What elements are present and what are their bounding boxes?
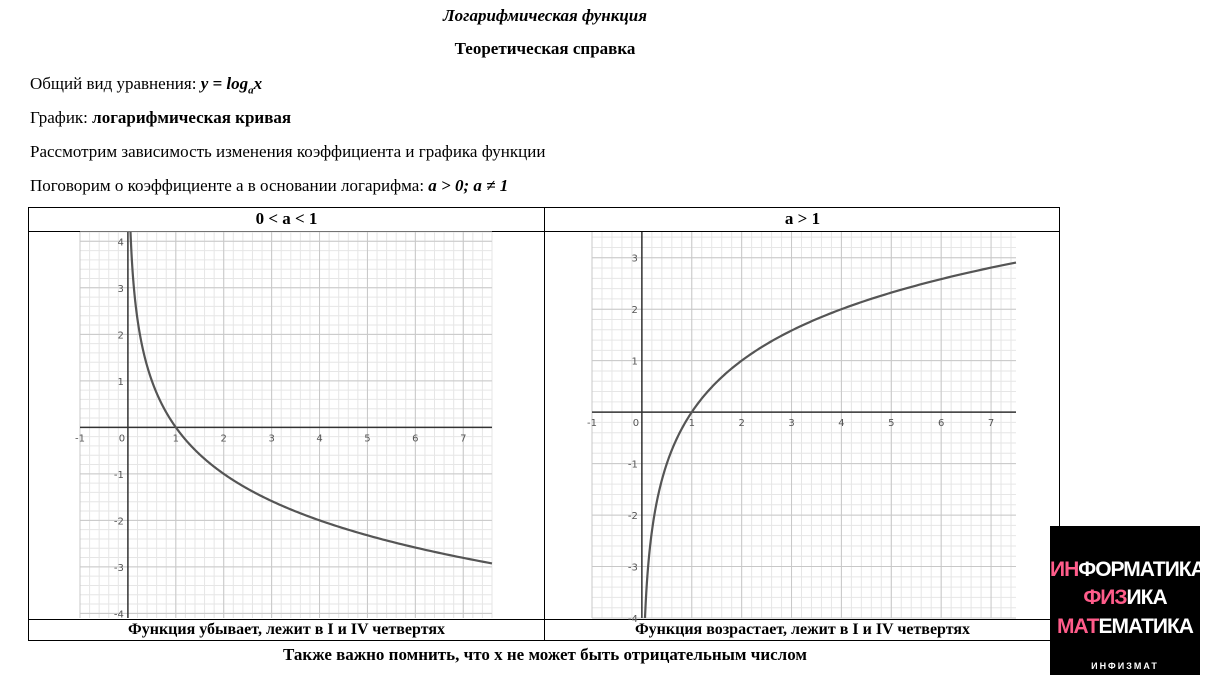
formula-suffix: x <box>253 74 263 93</box>
consider-line: Рассмотрим зависимость изменения коэффициента и графика функции <box>30 142 546 161</box>
x-tick-label: -1 <box>75 433 85 445</box>
formula-prefix: y = log <box>200 74 249 93</box>
x-tick-label: 3 <box>788 418 795 430</box>
y-tick-label: -3 <box>627 562 638 574</box>
coefficient-label: Поговорим о коэффициенте a в основании логарифма: <box>30 176 429 195</box>
logo-brand: ИНФИЗМАТ <box>1091 661 1159 671</box>
y-tick-label: 2 <box>117 330 124 342</box>
equation-label: Общий вид уравнения: <box>30 74 201 93</box>
y-tick-label: 3 <box>631 253 638 265</box>
log-curve <box>645 263 1016 618</box>
x-tick-label: 4 <box>316 433 323 445</box>
logo-word-matematika: МАТЕМАТИКА <box>1057 615 1193 638</box>
y-tick-label: -2 <box>113 516 124 528</box>
log-curve <box>131 232 492 563</box>
x-tick-label: 3 <box>268 433 275 445</box>
x-tick-label: 5 <box>364 433 371 445</box>
y-tick-label: -4 <box>627 614 638 625</box>
y-tick-label: -2 <box>627 511 638 523</box>
x-tick-label: 6 <box>937 418 945 430</box>
x-tick-label: -1 <box>587 418 597 430</box>
x-tick-label: 1 <box>688 418 695 430</box>
x-tick-label: 7 <box>987 418 995 430</box>
page-subtitle: Теоретическая справка <box>454 39 636 58</box>
x-tick-label: 7 <box>460 433 467 445</box>
x-tick-label: 6 <box>412 433 419 445</box>
logo-word-fizika: ФИЗИКА <box>1083 586 1167 609</box>
y-tick-label: 3 <box>117 283 124 295</box>
right-column-footer: Функция возрастает, лежит в I и IV четвертях <box>634 621 971 638</box>
y-tick-label: -3 <box>113 562 124 574</box>
graph-line <box>30 108 291 128</box>
y-tick-label: 4 <box>117 237 124 249</box>
infizmat-logo <box>1050 526 1205 675</box>
graph-value: логарифмическая кривая <box>92 108 292 127</box>
y-tick-label: 1 <box>631 356 638 368</box>
x-tick-label: 5 <box>888 418 895 430</box>
increasing-log-graph <box>587 232 1016 625</box>
x-tick-label: 0 <box>118 433 126 445</box>
formula-base: a <box>248 84 254 97</box>
left-column-header: 0 < a < 1 <box>255 209 318 228</box>
x-tick-label: 0 <box>632 418 640 430</box>
graph-label: График: <box>30 108 93 127</box>
x-tick-label: 2 <box>738 418 745 430</box>
page-title: Логарифмическая функция <box>443 6 647 25</box>
important-note: Также важно помнить, что x не может быть отрицательным числом <box>283 645 807 664</box>
x-tick-label: 4 <box>838 418 845 430</box>
right-column-header: a > 1 <box>784 209 821 228</box>
decreasing-log-graph <box>75 232 492 621</box>
x-tick-label: 2 <box>220 433 227 445</box>
coefficient-formula: a > 0; a ≠ 1 <box>428 176 509 195</box>
x-tick-label: 1 <box>172 433 180 445</box>
coefficient-line <box>30 176 508 196</box>
equation-formula <box>200 74 263 97</box>
logo-word-informatika: ИНФОРМАТИКА <box>1050 558 1205 581</box>
table-divider-vertical <box>544 208 545 640</box>
left-column-footer: Функция убывает, лежит в I и IV четвертях <box>127 621 445 638</box>
y-tick-label: -4 <box>113 609 124 621</box>
equation-line <box>30 74 262 96</box>
table-divider-footer <box>29 619 1059 620</box>
y-tick-label: -1 <box>627 459 638 471</box>
y-tick-label: 2 <box>631 305 638 317</box>
y-tick-label: 1 <box>117 376 124 388</box>
y-tick-label: -1 <box>113 469 124 481</box>
